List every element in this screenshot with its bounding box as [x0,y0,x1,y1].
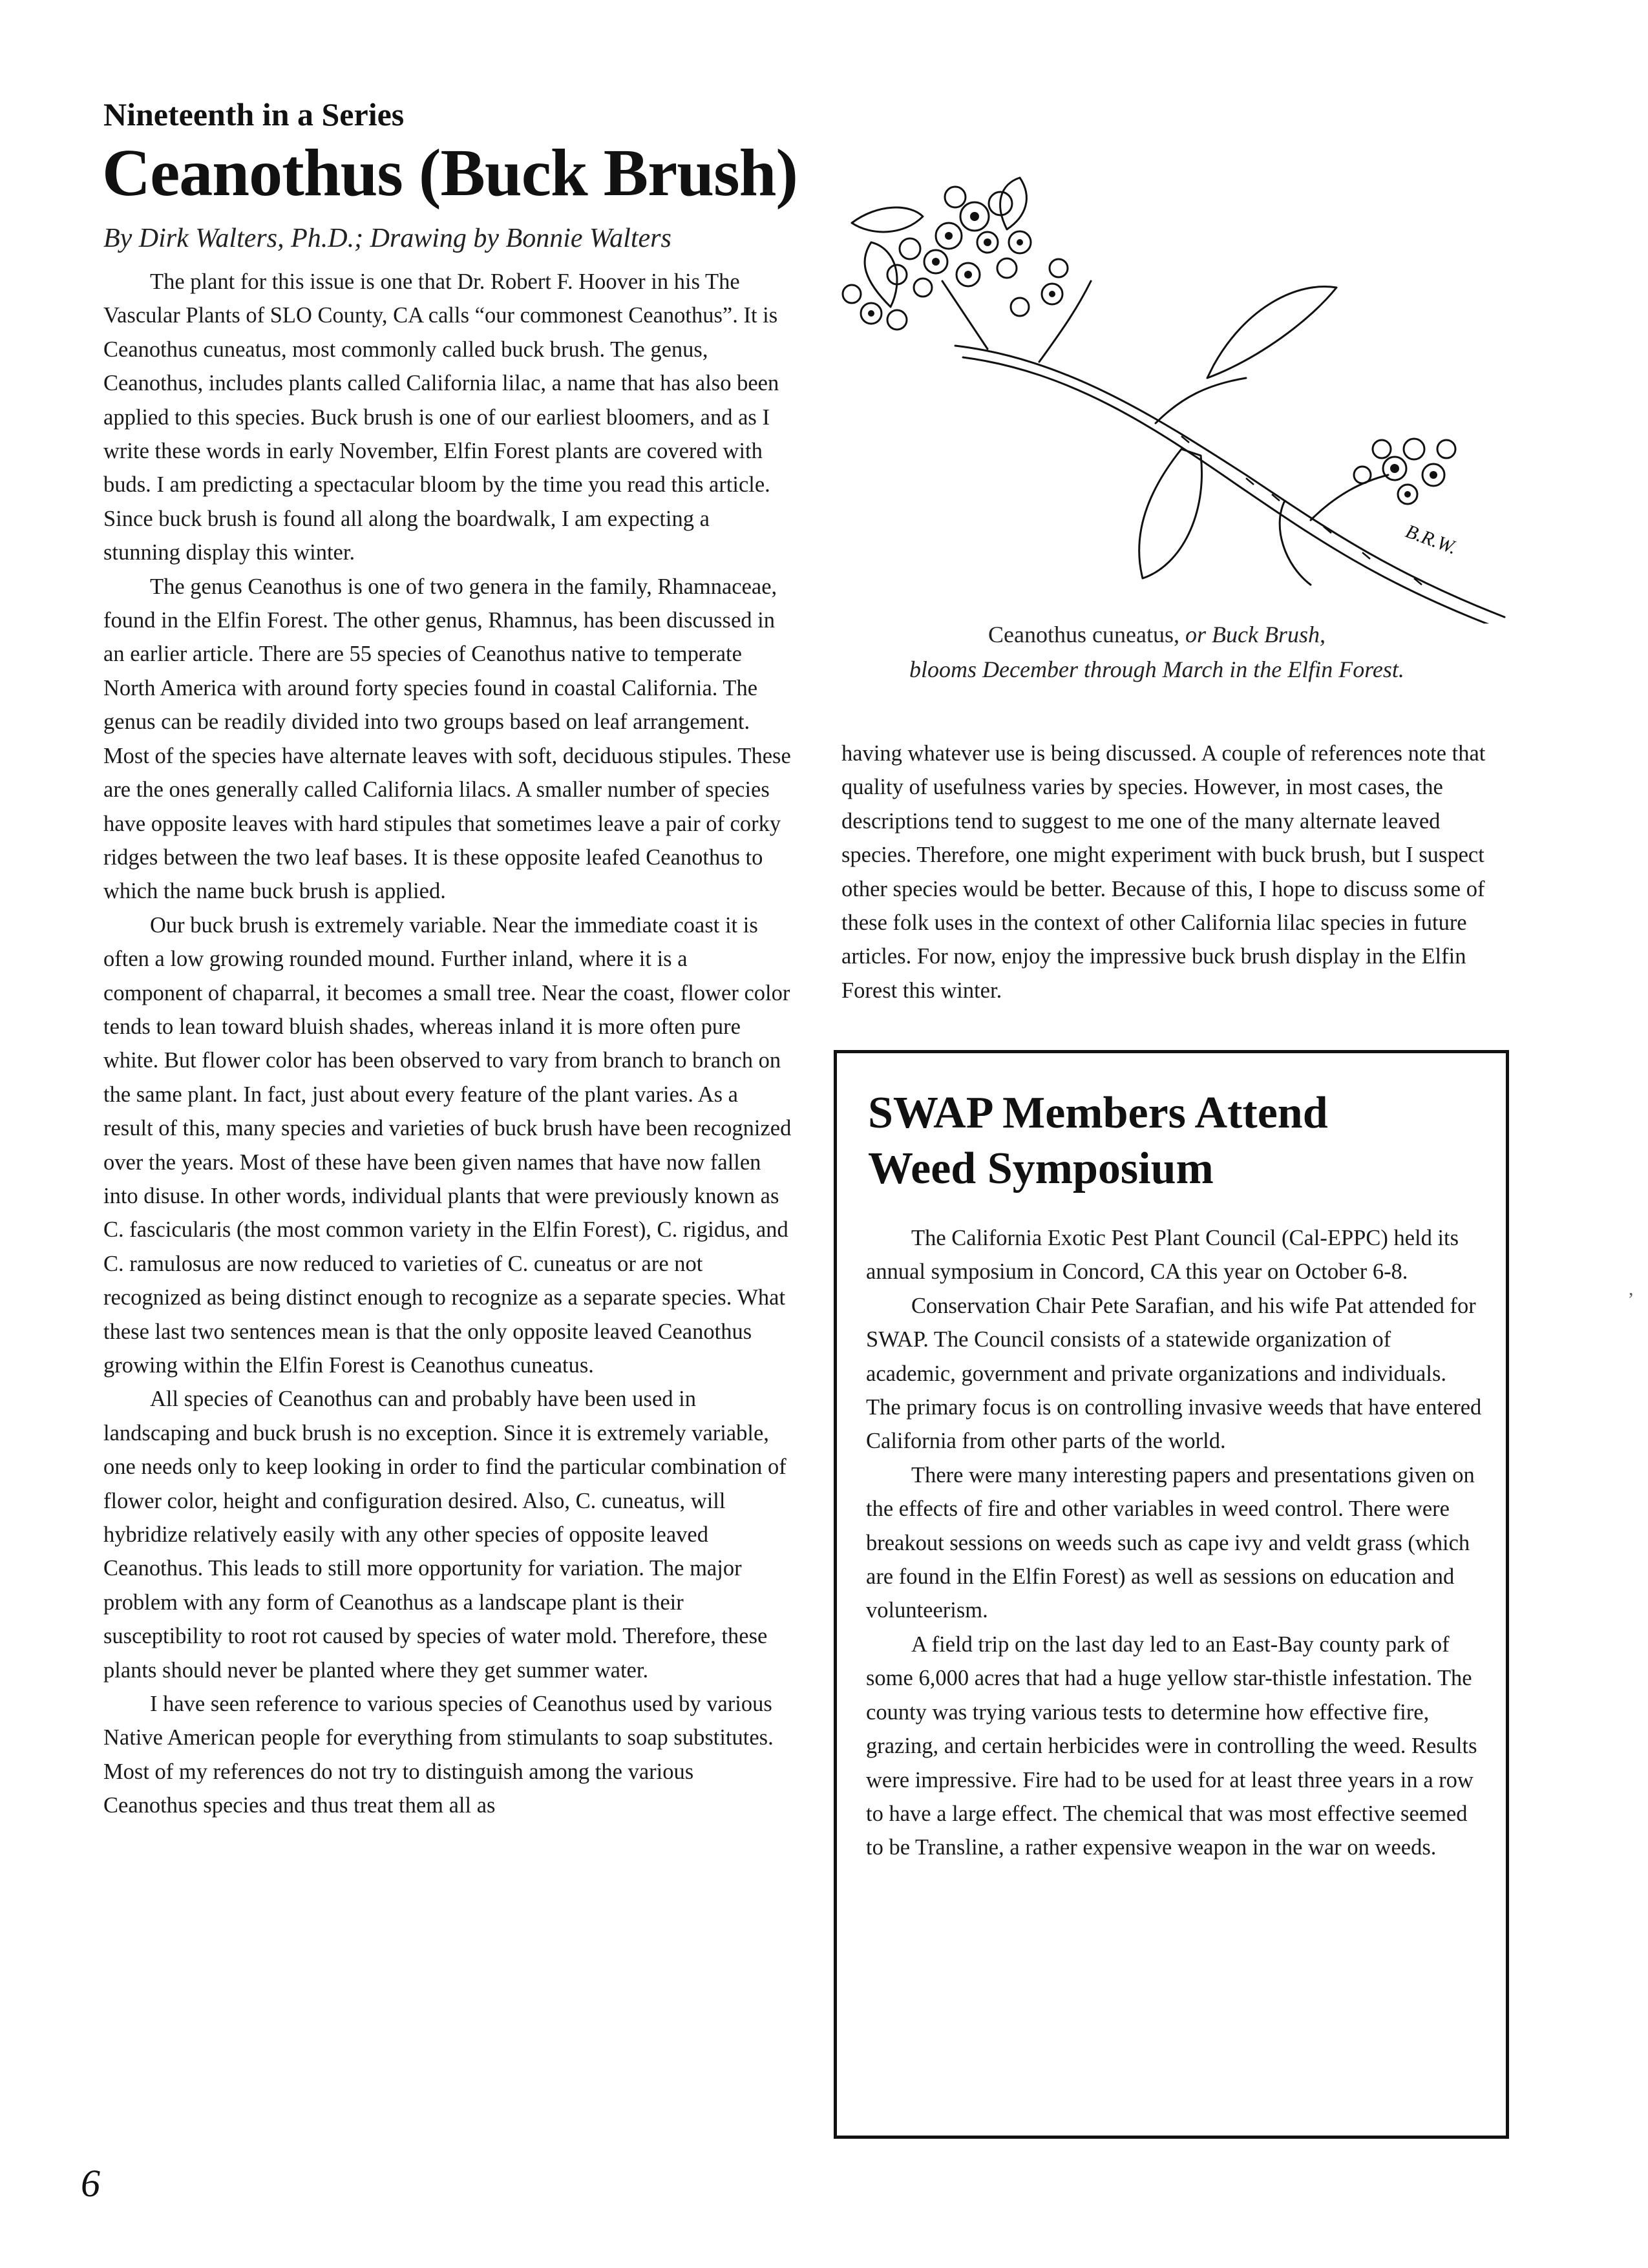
stray-mark: , [1629,1278,1634,1299]
ceanothus-branch-drawing [794,113,1537,624]
sidebar-title-line: Weed Symposium [868,1144,1214,1193]
article-paragraph: The plant for this issue is one that Dr. Robert F. Hoover in his The Vascular Plants of SLO County, CA calls “our commonest Ceanothus”. It is Ceanothus cuneatus, most commonly called buck brush. The genus, Ceanothus, includes plants called California lilac, a name that has also been applied to this species. Buck brush is one of our earliest bloomers, and as I write these words in early November, Elfin Forest plants are covered with buds. I am predicting a spectacular bloom by the time you read this article. Since buck brush is found all along the boardwalk, I am expecting a stunning display this winter. [103,269,779,565]
article-paragraph: having whatever use is being discussed. A couple of references note that quality of usefulness varies by species. However, in most cases, the descriptions tend to suggest to me one of the many alternate leaved species. Therefore, one might experiment with buck brush, but I suspect other species would be better. Because of this, I hope to discuss some of these folk uses in the context of other California lilac species in future articles. For now, enjoy the impressive buck brush display in the Elfin Forest this winter. [841,741,1486,1003]
sidebar-paragraph: A field trip on the last day led to an East-Bay county park of some 6,000 acres that had a huge yellow star-thistle infestation. The county was trying various tests to determine how effective fire, grazing, and certain herbicides were in controlling the weed. Results were impressive. Fire had to be used for at least three years in a row to have a large effect. The chemical that was most effective seemed to be Transline, a rather expensive weapon in the war on weeds. [866,1632,1477,1860]
caption-common-name: or Buck Brush, [1179,622,1326,647]
caption-bloom-period: blooms December through March in the Elfin Forest. [909,656,1404,682]
sidebar-paragraph: Conservation Chair Pete Sarafian, and his wife Pat attended for SWAP. The Council consists of a statewide organization of academic, government and private organizations and individuals. The primary focus is on controlling invasive weeds that have entered California from other parts of the world. [866,1293,1482,1454]
branch-illustration-icon [794,113,1537,624]
sidebar-body [866,1221,1483,1865]
illustration-caption [827,617,1486,687]
sidebar-title-line: SWAP Members Attend [868,1088,1328,1138]
caption-species: Ceanothus cuneatus, [988,622,1179,647]
article-body [103,265,792,1823]
article-paragraph: I have seen reference to various species of Ceanothus used by various Native American people for everything from stimulants to soap substitutes. Most of my references do not try to distinguish among the various Ceanothus species and thus treat them all as [103,1692,774,1818]
article-paragraph: The genus Ceanothus is one of two genera in the family, Rhamnaceae, found in the Elfin Forest. The other genus, Rhamnus, has been discussed in an earlier article. There are 55 species of Ceanothus native to temperate North America with around forty species found in coastal California. The genus can be readily divided into two groups based on leaf arrangement. Most of the species have alternate leaves with soft, deciduous stipules. These are the ones generally called California lilacs. A smaller number of species have opposite leaves with hard stipules that sometimes leave a pair of corky ridges between the two leaf bases. It is these opposite leafed Ceanothus to which the name buck brush is applied. [103,574,791,904]
sidebar-paragraph: There were many interesting papers and presentations given on the effects of fire and other variables in weed control. There were breakout sessions on weeds such as cape ivy and veldt grass (which are found in the Elfin Forest) as well as sessions on education and volunteerism. [866,1462,1475,1623]
sidebar-paragraph: The California Exotic Pest Plant Council (Cal-EPPC) held its annual symposium in Concord, CA this year on October 6-8. [866,1226,1459,1285]
page-number: 6 [81,2162,100,2205]
byline: By Dirk Walters, Ph.D.; Drawing by Bonnie Walters [103,224,671,253]
article-paragraph: All species of Ceanothus can and probably have been used in landscaping and buck brush is no exception. Since it is extremely variable, one needs only to keep looking in order to find the particular combination of flower color, height and configuration desired. Also, C. cuneatus, will hybridize relatively easily with any other species of opposite leaved Ceanothus. This leads to still more opportunity for variation. The major problem with any form of Ceanothus as a landscape plant is their susceptibility to root rot caused by species of water mold. Therefore, these plants should never be planted where they get summer water. [103,1387,787,1683]
article-paragraph: Our buck brush is extremely variable. Near the immediate coast it is often a low growing rounded mound. Further inland, where it is a component of chaparral, it becomes a small tree. Near the coast, flower color tends to lean toward bluish shades, whereas inland it is more often pure white. But flower color has been observed to vary from branch to branch on the same plant. In fact, just about every feature of the plant varies. As a result of this, many species and varieties of buck brush have been recognized over the years. Most of these have been given names that have now fallen into disuse. In other words, individual plants that were previously known as C. fascicularis (the most common variety in the Elfin Forest), C. rigidus, and C. ramulosus are now reduced to varieties of C. cuneatus or are not recognized as being distinct enough to recognize as a separate species. What these last two sentences mean is that the only opposite leaved Ceanothus growing within the Elfin Forest is Ceanothus cuneatus. [103,912,792,1378]
sidebar-title [868,1086,1482,1197]
sidebar-box [834,1050,1509,2139]
article-continuation [841,737,1504,1007]
series-label: Nineteenth in a Series [103,96,405,132]
article-title: Ceanothus (Buck Brush) [102,136,798,210]
artist-initials: B.R.W. [1402,520,1460,559]
